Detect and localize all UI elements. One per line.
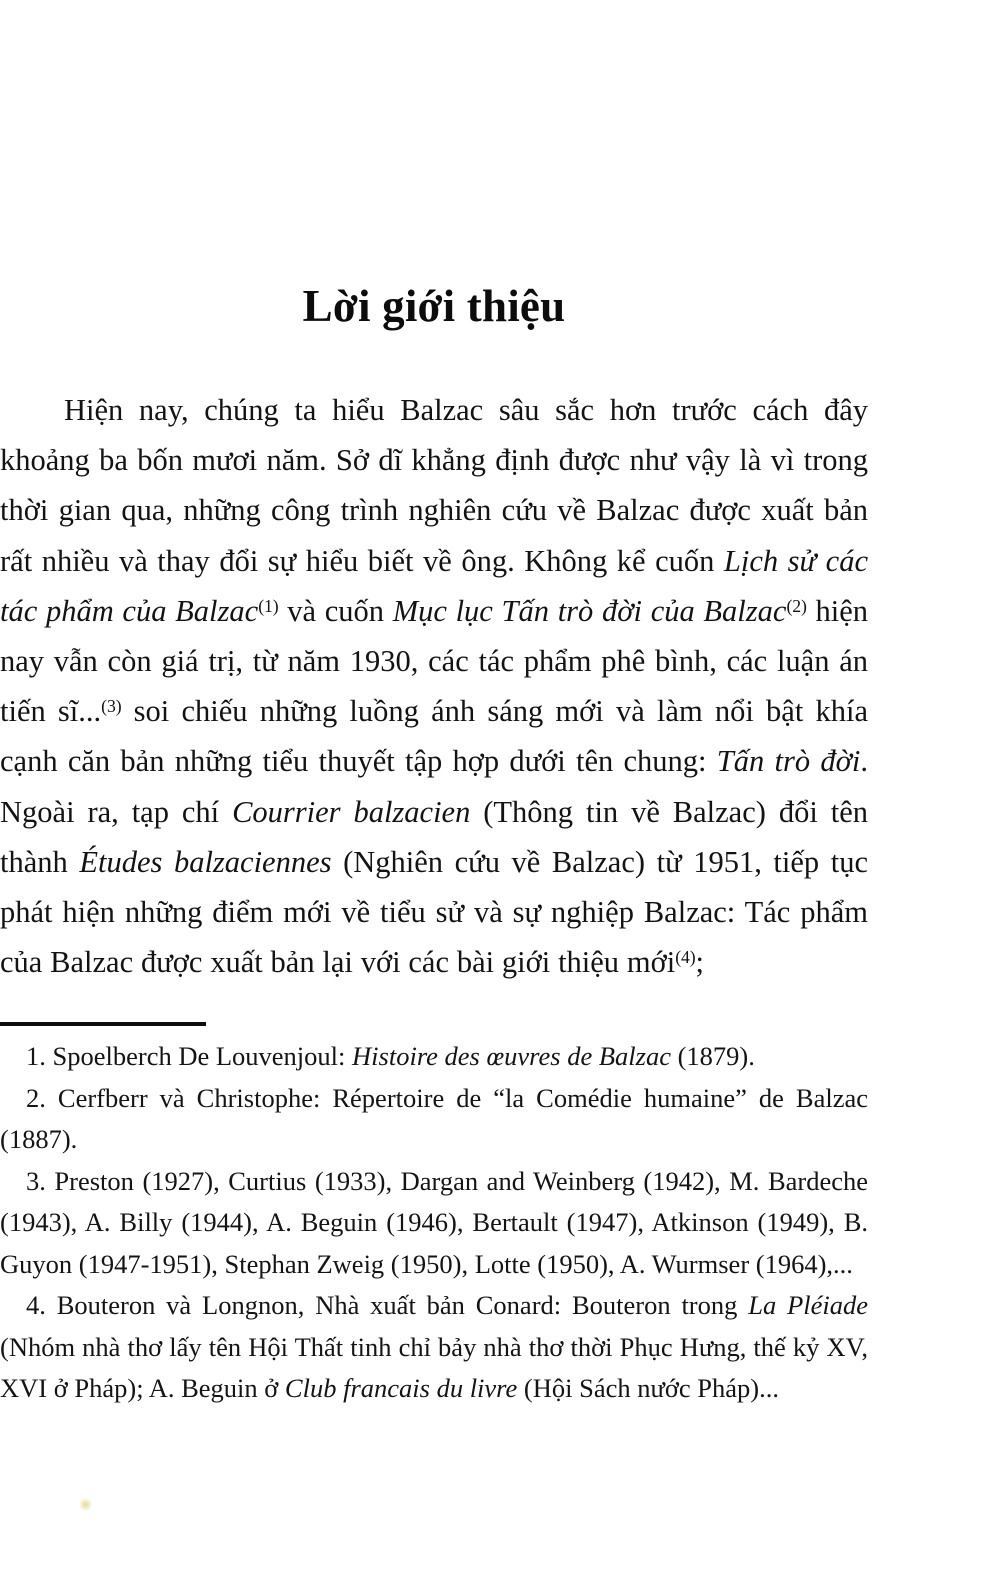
italic-title: Club francais du livre — [284, 1373, 518, 1403]
footnote-reference: (2) — [786, 595, 807, 616]
italic-title: Mục lục Tấn trò đời của Balzac — [392, 593, 787, 628]
footnote-item: 3. Preston (1927), Curtius (1933), Dargan and Weinberg (1942), M. Bardeche (1943), A. Billy (1944), A. Beguin (1946), Bertault (1947), Atkinson (1949), B. Guyon (1947-1951), Stephan Zweig (1950), Lotte (1950), A. Wurmser (1964),... — [0, 1165, 868, 1279]
footnote-reference: (3) — [101, 696, 122, 717]
italic-title: Histoire des œuvres de Balzac — [352, 1041, 671, 1071]
italic-title: La Pléiade — [748, 1290, 869, 1320]
scan-artifact-speck — [79, 1498, 92, 1511]
footnote-item: 2. Cerfberr và Christophe: Répertoire de “la Comédie humaine” de Balzac (1887). — [0, 1082, 868, 1154]
introduction-paragraph: Hiện nay, chúng ta hiểu Balzac sâu sắc hơn trước cách đây khoảng ba bốn mươi năm. Sở dĩ khẳng định được như vậy là vì trong thời gian qua, những công trình nghiên cứu về Balzac được xuất bản rất nhiều và thay đổi sự hiểu biết về ông. Không kể cuốn Lịch sử các tác phẩm của Balzac$^{(1)}$ và cuốn Mục lục Tấn trò đời của Balzac$^{(2)}$ hiện nay vẫn còn giá trị, từ năm 1930, các tác phẩm phê bình, các luận án tiến sĩ...$^{(3)}$ soi chiếu những luồng ánh sáng mới và làm nổi bật khía cạnh căn bản những tiểu thuyết tập hợp dưới tên chung: Tấn trò đời. Ngoài ra, tạp chí Courrier balzacien (Thông tin về Balzac) đổi tên thành Études balzaciennes (Nghiên cứu về Balzac) từ 1951, tiếp tục phát hiện những điểm mới về tiểu sử và sự nghiệp Balzac: Tác phẩm của Balzac được xuất bản lại với các bài giới thiệu mới$^{(4)}$; — [0, 393, 869, 980]
page-title: Lời giới thiệu — [302, 281, 566, 331]
footnote-item: 4. Bouteron và Longnon, Nhà xuất bản Conard: Bouteron trong La Pléiade (Nhóm nhà thơ lấy tên Hội Thất tinh chỉ bảy nhà thơ thời Phục Hưng, thế kỷ XV, XVI ở Pháp); A. Beguin ở Club francais du livre (Hội Sách nước Pháp)... — [0, 1290, 869, 1403]
italic-title: Tấn trò đời — [716, 744, 861, 779]
footnote-list — [0, 1036, 868, 1410]
footnote-reference: (4) — [675, 947, 696, 968]
footnote-item: 1. Spoelberch De Louvenjoul: Histoire des œuvres de Balzac (1879). — [26, 1041, 755, 1071]
footnote-reference: (1) — [258, 595, 279, 616]
italic-title: Lịch sử các tác phẩm của Balzac — [0, 543, 869, 628]
italic-title: Courrier balzacien — [232, 794, 471, 829]
footnote-separator-rule — [0, 1022, 206, 1026]
italic-title: Études balzaciennes — [79, 844, 332, 879]
